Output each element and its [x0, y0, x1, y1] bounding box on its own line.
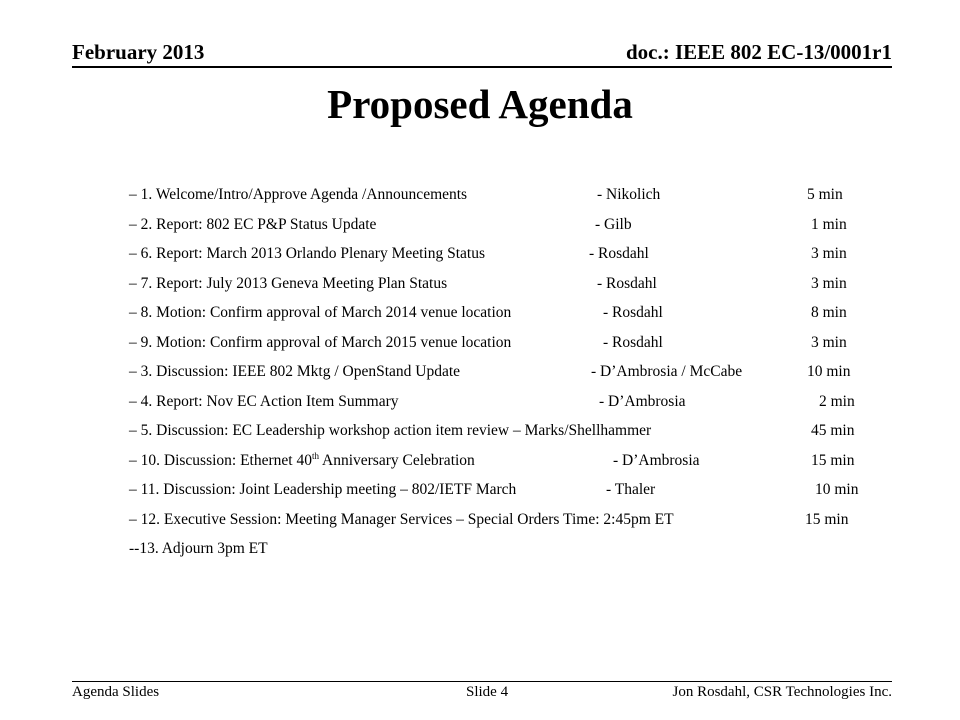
- footer-rule: [72, 681, 892, 682]
- agenda-item-duration: 3 min: [811, 245, 847, 262]
- agenda-item-text-main: – 10. Discussion: Ethernet 40: [129, 451, 312, 469]
- agenda-item-text: – 7. Report: July 2013 Geneva Meeting Plan Status: [129, 274, 448, 292]
- agenda-list: [129, 180, 889, 564]
- agenda-item-duration: 2 min: [819, 392, 855, 410]
- agenda-item-duration: 15 min: [805, 510, 849, 528]
- agenda-item-text: – 1. Welcome/Intro/Approve Agenda /Announcements: [129, 186, 468, 203]
- agenda-item-presenter: - Thaler: [606, 481, 656, 498]
- agenda-item-presenter: - Rosdahl: [589, 245, 649, 262]
- agenda-item-text: – 8. Motion: Confirm approval of March 2014 venue location: [129, 304, 512, 321]
- agenda-item-presenter: - D’Ambrosia: [613, 451, 700, 469]
- agenda-item-text: – 2. Report: 802 EC P&P Status Update: [129, 215, 377, 233]
- agenda-item-5: [129, 298, 889, 328]
- agenda-item-presenter: - Rosdahl: [603, 333, 663, 351]
- agenda-item-duration: 10 min: [815, 481, 859, 498]
- footer-left: Agenda Slides: [72, 684, 160, 700]
- agenda-item-13: [129, 534, 889, 564]
- agenda-item-4: [129, 269, 889, 299]
- slide-title: Proposed Agenda: [327, 81, 633, 127]
- ordinal-suffix: th: [311, 450, 319, 461]
- agenda-item-duration: 3 min: [811, 333, 847, 351]
- agenda-item-8: [129, 387, 889, 417]
- agenda-item-presenter: - Gilb: [595, 215, 632, 233]
- header-date: February 2013: [72, 40, 205, 64]
- agenda-item-2: [129, 210, 889, 240]
- agenda-item-3: [129, 239, 889, 269]
- agenda-item-presenter: - Rosdahl: [597, 274, 657, 292]
- agenda-item-duration: 3 min: [811, 274, 847, 292]
- agenda-item-duration: 45 min: [811, 422, 855, 439]
- agenda-item-text: – 11. Discussion: Joint Leadership meeting – 802/IETF March: [129, 481, 517, 498]
- agenda-item-duration: 5 min: [807, 186, 843, 203]
- agenda-item-7: [129, 357, 889, 387]
- agenda-item-9: [129, 416, 889, 446]
- agenda-item-text: – 5. Discussion: EC Leadership workshop action item review – Marks/Shellhammer: [129, 422, 652, 439]
- agenda-item-duration: 15 min: [811, 451, 855, 469]
- agenda-item-12: [129, 505, 889, 535]
- agenda-item-text: – 6. Report: March 2013 Orlando Plenary Meeting Status: [129, 245, 486, 262]
- agenda-item-1: [129, 180, 889, 210]
- agenda-item-text: – 3. Discussion: IEEE 802 Mktg / OpenStand Update: [129, 363, 461, 380]
- agenda-item-10: [129, 446, 889, 476]
- agenda-item-text: – 9. Motion: Confirm approval of March 2015 venue location: [129, 333, 512, 351]
- header-doc-id: doc.: IEEE 802 EC-13/0001r1: [625, 40, 892, 64]
- footer-author: Jon Rosdahl, CSR Technologies Inc.: [672, 684, 892, 700]
- agenda-item-presenter: - Nikolich: [597, 186, 661, 203]
- agenda-item-6: [129, 328, 889, 358]
- agenda-item-text: --13. Adjourn 3pm ET: [129, 540, 268, 557]
- agenda-item-presenter: - D’Ambrosia: [599, 392, 686, 410]
- agenda-item-duration: 1 min: [811, 215, 847, 233]
- agenda-item-presenter: - D’Ambrosia / McCabe: [591, 363, 743, 380]
- agenda-item-duration: 10 min: [807, 363, 851, 380]
- agenda-item-text: – 12. Executive Session: Meeting Manager Services – Special Orders Time: 2:45pm ET: [129, 510, 674, 528]
- agenda-item-presenter: - Rosdahl: [603, 304, 663, 321]
- agenda-item-11: [129, 475, 889, 505]
- agenda-item-text-rest: Anniversary Celebration: [318, 451, 475, 469]
- agenda-item-text: [129, 446, 475, 476]
- slide-number: Slide 4: [466, 684, 509, 700]
- header-rule: [72, 66, 892, 68]
- agenda-item-text: – 4. Report: Nov EC Action Item Summary: [129, 392, 399, 410]
- agenda-item-duration: 8 min: [811, 304, 847, 321]
